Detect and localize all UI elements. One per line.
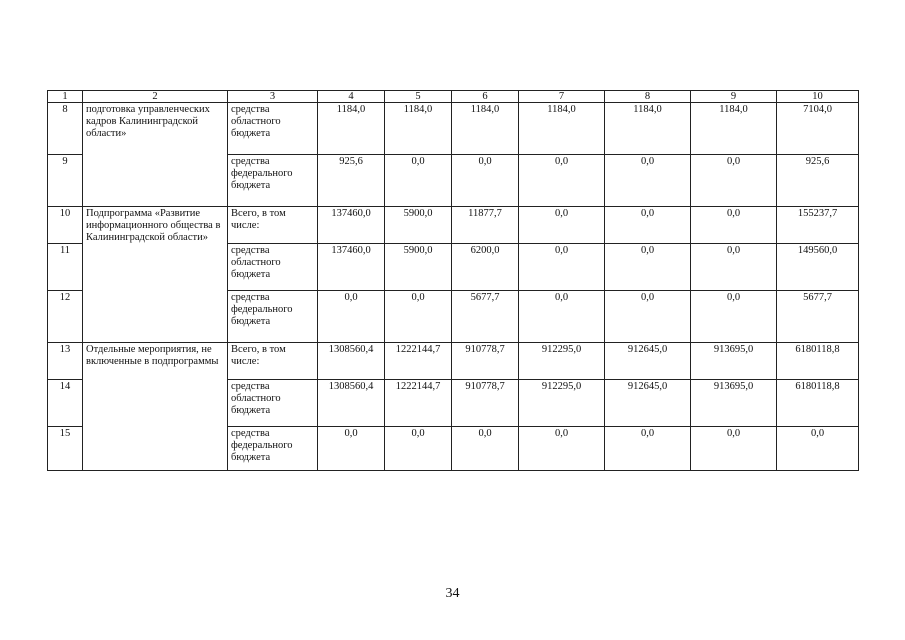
row-number: 9 — [48, 155, 83, 207]
value-cell: 0,0 — [519, 244, 605, 291]
value-cell: 912295,0 — [519, 343, 605, 380]
table-body — [48, 91, 859, 471]
value-cell: 0,0 — [318, 427, 385, 471]
value-cell: 0,0 — [691, 244, 777, 291]
row-number: 8 — [48, 103, 83, 155]
row-number: 15 — [48, 427, 83, 471]
funding-source: средства областного бюджета — [228, 380, 318, 427]
funding-source: средства областного бюджета — [228, 103, 318, 155]
value-cell: 0,0 — [519, 427, 605, 471]
value-cell: 0,0 — [385, 291, 452, 343]
value-cell: 912645,0 — [605, 343, 691, 380]
value-cell: 0,0 — [385, 155, 452, 207]
row-number: 14 — [48, 380, 83, 427]
value-cell: 1184,0 — [385, 103, 452, 155]
column-header: 8 — [605, 91, 691, 103]
value-cell: 5677,7 — [777, 291, 859, 343]
table-row — [48, 103, 859, 155]
value-cell: 913695,0 — [691, 343, 777, 380]
value-cell: 0,0 — [519, 155, 605, 207]
value-cell: 0,0 — [605, 207, 691, 244]
row-number: 11 — [48, 244, 83, 291]
value-cell: 0,0 — [385, 427, 452, 471]
funding-source: Всего, в том числе: — [228, 343, 318, 380]
value-cell: 1308560,4 — [318, 380, 385, 427]
value-cell: 6180118,8 — [777, 380, 859, 427]
value-cell: 925,6 — [777, 155, 859, 207]
value-cell: 0,0 — [777, 427, 859, 471]
funding-source: средства федерального бюджета — [228, 291, 318, 343]
value-cell: 910778,7 — [452, 343, 519, 380]
value-cell: 0,0 — [605, 155, 691, 207]
value-cell: 5900,0 — [385, 207, 452, 244]
table-row — [48, 343, 859, 380]
value-cell: 0,0 — [691, 427, 777, 471]
column-header: 9 — [691, 91, 777, 103]
program-name: Отдельные мероприятия, не включенные в подпрограммы — [83, 343, 228, 471]
value-cell: 0,0 — [318, 291, 385, 343]
value-cell: 910778,7 — [452, 380, 519, 427]
value-cell: 137460,0 — [318, 244, 385, 291]
value-cell: 0,0 — [691, 207, 777, 244]
column-header: 10 — [777, 91, 859, 103]
value-cell: 11877,7 — [452, 207, 519, 244]
value-cell: 925,6 — [318, 155, 385, 207]
value-cell: 0,0 — [519, 291, 605, 343]
column-header: 5 — [385, 91, 452, 103]
row-number: 10 — [48, 207, 83, 244]
row-number: 13 — [48, 343, 83, 380]
value-cell: 912645,0 — [605, 380, 691, 427]
value-cell: 0,0 — [452, 427, 519, 471]
value-cell: 149560,0 — [777, 244, 859, 291]
value-cell: 1308560,4 — [318, 343, 385, 380]
value-cell: 6200,0 — [452, 244, 519, 291]
value-cell: 0,0 — [605, 427, 691, 471]
value-cell: 0,0 — [691, 291, 777, 343]
value-cell: 1184,0 — [519, 103, 605, 155]
value-cell: 0,0 — [519, 207, 605, 244]
value-cell: 0,0 — [605, 291, 691, 343]
value-cell: 0,0 — [452, 155, 519, 207]
program-name: подготовка управленческих кадров Калининградской области» — [83, 103, 228, 207]
funding-source: средства областного бюджета — [228, 244, 318, 291]
value-cell: 6180118,8 — [777, 343, 859, 380]
page-number: 34 — [445, 586, 460, 601]
value-cell: 1222144,7 — [385, 380, 452, 427]
column-header: 2 — [83, 91, 228, 103]
value-cell: 912295,0 — [519, 380, 605, 427]
value-cell: 0,0 — [605, 244, 691, 291]
funding-source: Всего, в том числе: — [228, 207, 318, 244]
value-cell: 913695,0 — [691, 380, 777, 427]
column-header: 4 — [318, 91, 385, 103]
value-cell: 5900,0 — [385, 244, 452, 291]
value-cell: 0,0 — [691, 155, 777, 207]
column-header: 6 — [452, 91, 519, 103]
header-row — [48, 91, 859, 103]
row-number: 12 — [48, 291, 83, 343]
funding-source: средства федерального бюджета — [228, 155, 318, 207]
value-cell: 1184,0 — [605, 103, 691, 155]
value-cell: 155237,7 — [777, 207, 859, 244]
column-header: 3 — [228, 91, 318, 103]
value-cell: 1222144,7 — [385, 343, 452, 380]
value-cell: 5677,7 — [452, 291, 519, 343]
value-cell: 137460,0 — [318, 207, 385, 244]
value-cell: 1184,0 — [318, 103, 385, 155]
value-cell: 1184,0 — [691, 103, 777, 155]
program-name: Подпрограмма «Развитие информационного общества в Калининградской области» — [83, 207, 228, 343]
column-header: 1 — [48, 91, 83, 103]
value-cell: 7104,0 — [777, 103, 859, 155]
budget-table — [47, 90, 859, 471]
value-cell: 1184,0 — [452, 103, 519, 155]
column-header: 7 — [519, 91, 605, 103]
table-row — [48, 207, 859, 244]
funding-source: средства федерального бюджета — [228, 427, 318, 471]
